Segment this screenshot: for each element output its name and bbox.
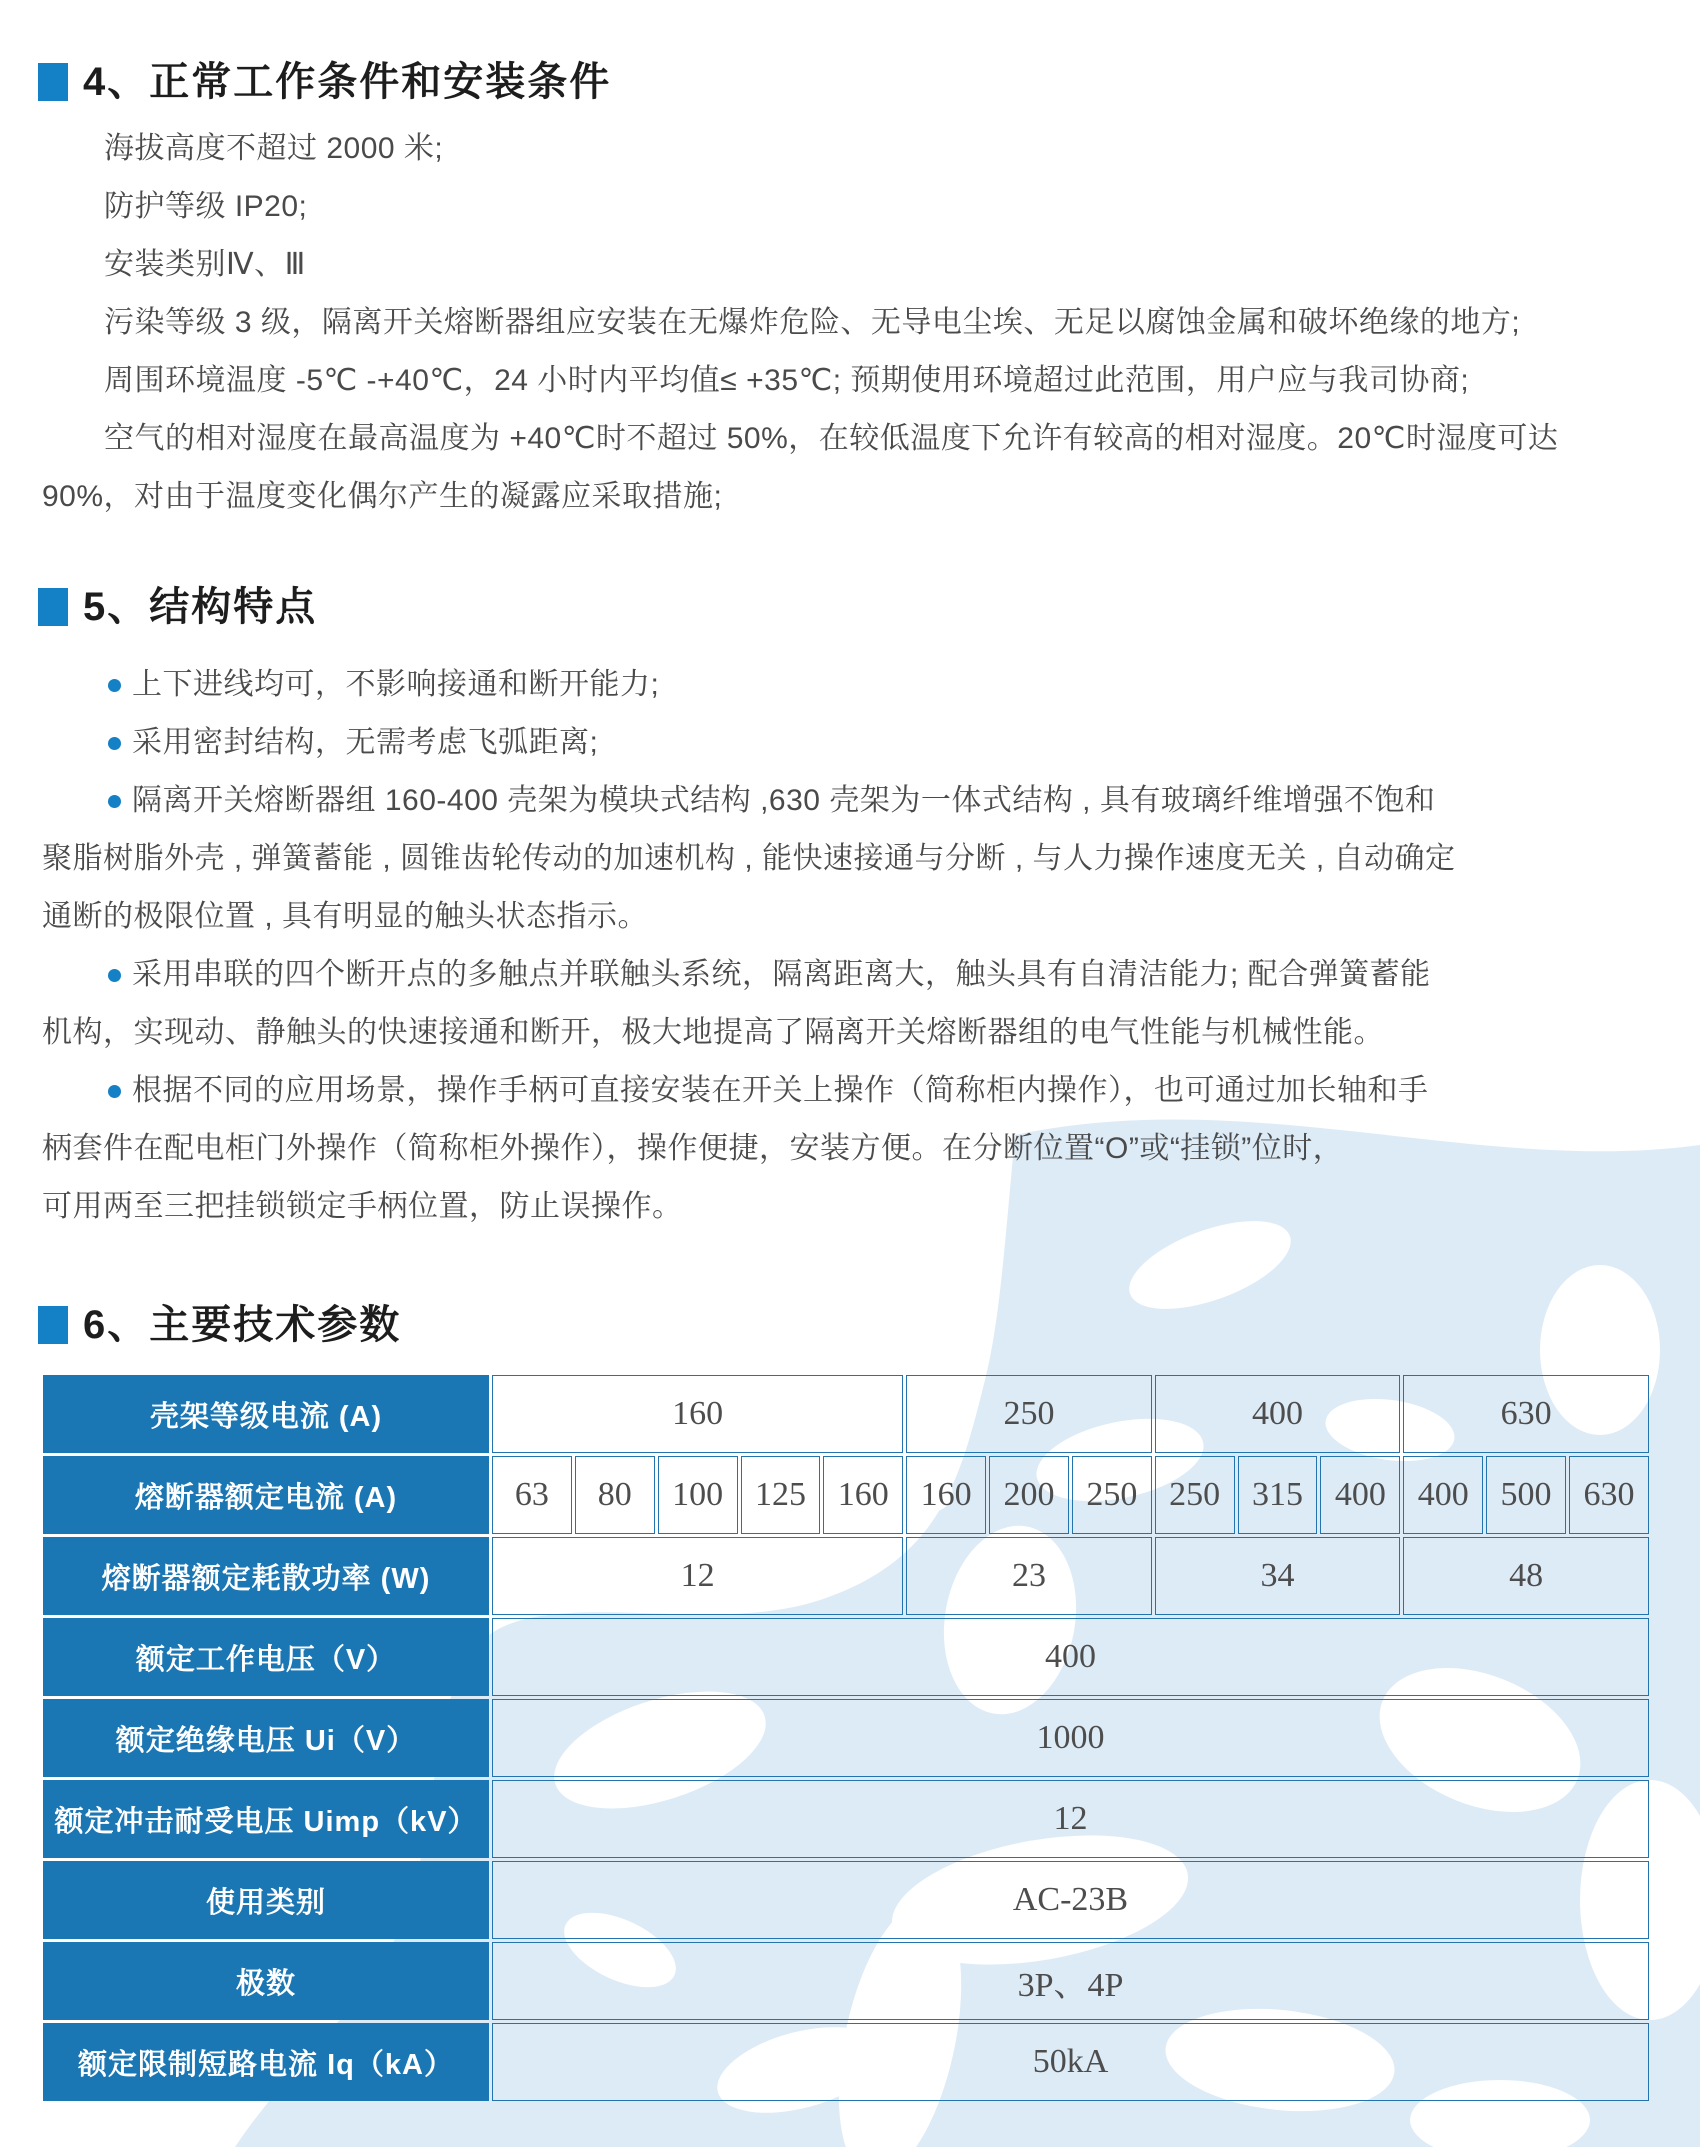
row-label: 极数 xyxy=(43,1942,489,2020)
value-cell: 63 xyxy=(492,1456,572,1534)
text-line: 聚脂树脂外壳 , 弹簧蓄能 , 圆锥齿轮传动的加速机构 , 能快速接通与分断 , 与人力操作速度无关 , 自动确定 xyxy=(42,842,1456,875)
text-line: 采用串联的四个断开点的多触点并联触头系统，隔离距离大，触头具有自清洁能力; 配合弹簧蓄能 xyxy=(42,946,1658,1004)
table-row xyxy=(43,1861,1649,1939)
text-line: 上下进线均可，不影响接通和断开能力; xyxy=(42,656,1658,714)
text-line: 空气的相对湿度在最高温度为 +40℃时不超过 50%，在较低温度下允许有较高的相对湿度。20℃时湿度可达 xyxy=(104,422,1559,455)
value-cell: 1000 xyxy=(492,1699,1649,1777)
value-cell: 160 xyxy=(906,1456,986,1534)
row-label: 使用类别 xyxy=(43,1861,489,1939)
table-row xyxy=(43,1456,1649,1534)
value-cell: 400 xyxy=(1403,1456,1483,1534)
value-cell: 12 xyxy=(492,1780,1649,1858)
row-label: 额定冲击耐受电压 Uimp（kV） xyxy=(43,1780,489,1858)
value-cell: 250 xyxy=(1072,1456,1152,1534)
value-cell: 100 xyxy=(658,1456,738,1534)
tech-params-table xyxy=(40,1372,1652,2104)
working-conditions-text xyxy=(42,120,1658,526)
row-label: 额定绝缘电压 Ui（V） xyxy=(43,1699,489,1777)
section-title: 5、结构特点 xyxy=(83,585,318,629)
text-line: 机构，实现动、静触头的快速接通和断开，极大地提高了隔离开关熔断器组的电气性能与机械性能。 xyxy=(42,1016,1384,1049)
section-marker-square-icon xyxy=(38,1306,68,1344)
value-cell: 48 xyxy=(1403,1537,1649,1615)
section-title: 4、正常工作条件和安装条件 xyxy=(83,60,612,104)
section-working-conditions-header xyxy=(38,60,611,104)
value-cell: 80 xyxy=(575,1456,655,1534)
text-line: 采用密封结构，无需考虑飞弧距离; xyxy=(42,714,1658,772)
section-marker-square-icon xyxy=(38,588,68,626)
value-cell: 630 xyxy=(1569,1456,1649,1534)
value-cell: 125 xyxy=(741,1456,821,1534)
table-row xyxy=(43,1618,1649,1696)
value-cell: 630 xyxy=(1403,1375,1649,1453)
value-cell: 50kA xyxy=(492,2023,1649,2101)
bullet-dot-icon xyxy=(108,737,121,750)
value-cell: 160 xyxy=(492,1375,903,1453)
row-label: 熔断器额定电流 (A) xyxy=(43,1456,489,1534)
text-line: 90%，对由于温度变化偶尔产生的凝露应采取措施; xyxy=(42,480,723,513)
text-line: 隔离开关熔断器组 160-400 壳架为模块式结构 ,630 壳架为一体式结构 , 具有玻璃纤维增强不饱和 xyxy=(42,772,1658,830)
text-line: 根据不同的应用场景，操作手柄可直接安装在开关上操作（简称柜内操作），也可通过加长轴和手 xyxy=(42,1062,1658,1120)
table-row xyxy=(43,2023,1649,2101)
value-cell: 500 xyxy=(1486,1456,1566,1534)
section-tech-params-header xyxy=(38,1303,401,1347)
bullet-dot-icon xyxy=(108,795,121,808)
text-line: 污染等级 3 级，隔离开关熔断器组应安装在无爆炸危险、无导电尘埃、无足以腐蚀金属和破坏绝缘的地方; xyxy=(104,306,1521,339)
value-cell: 315 xyxy=(1238,1456,1318,1534)
table-row xyxy=(43,1699,1649,1777)
value-cell: 400 xyxy=(1320,1456,1400,1534)
value-cell: 160 xyxy=(823,1456,903,1534)
row-label: 额定工作电压（V） xyxy=(43,1618,489,1696)
text-line: 海拔高度不超过 2000 米; xyxy=(104,132,444,165)
section-structure-features-header xyxy=(38,585,317,629)
bullet-dot-icon xyxy=(108,679,121,692)
value-cell: 34 xyxy=(1155,1537,1401,1615)
text-line: 周围环境温度 -5℃ -+40℃，24 小时内平均值≤ +35℃; 预期使用环境超过此范围，用户应与我司协商; xyxy=(104,364,1470,397)
value-cell: AC-23B xyxy=(492,1861,1649,1939)
text-line: 防护等级 IP20; xyxy=(104,190,308,223)
bullet-dot-icon xyxy=(108,1085,121,1098)
table-row xyxy=(43,1942,1649,2020)
structure-features-text xyxy=(42,656,1658,1236)
value-cell: 400 xyxy=(492,1618,1649,1696)
value-cell: 400 xyxy=(1155,1375,1401,1453)
bullet-dot-icon xyxy=(108,969,121,982)
table-row xyxy=(43,1375,1649,1453)
table-row xyxy=(43,1780,1649,1858)
text-line: 可用两至三把挂锁锁定手柄位置，防止误操作。 xyxy=(42,1190,683,1223)
value-cell: 250 xyxy=(906,1375,1152,1453)
value-cell: 23 xyxy=(906,1537,1152,1615)
section-marker-square-icon xyxy=(38,63,68,101)
text-line: 通断的极限位置 , 具有明显的触头状态指示。 xyxy=(42,900,649,933)
section-title: 6、主要技术参数 xyxy=(83,1303,402,1347)
value-cell: 12 xyxy=(492,1537,903,1615)
text-line: 安装类别Ⅳ、Ⅲ xyxy=(104,248,306,281)
value-cell: 200 xyxy=(989,1456,1069,1534)
value-cell: 250 xyxy=(1155,1456,1235,1534)
value-cell: 3P、4P xyxy=(492,1942,1649,2020)
table-row xyxy=(43,1537,1649,1615)
row-label: 熔断器额定耗散功率 (W) xyxy=(43,1537,489,1615)
text-line: 柄套件在配电柜门外操作（简称柜外操作），操作便捷，安装方便。在分断位置“O”或“挂锁”位时， xyxy=(42,1132,1344,1165)
row-label: 额定限制短路电流 Iq（kA） xyxy=(43,2023,489,2101)
row-label: 壳架等级电流 (A) xyxy=(43,1375,489,1453)
